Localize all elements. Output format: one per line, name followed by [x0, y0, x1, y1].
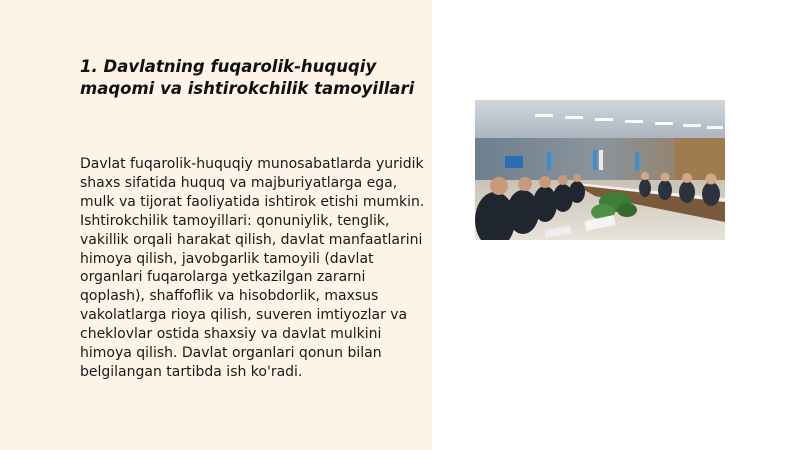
slide-title: 1. Davlatning fuqarolik-huquqiy maqomi va ishtirokchilik tamoyillari [80, 57, 415, 98]
slide-body-text: Davlat fuqarolik-huquqiy munosabatlarda yuridik shaxs sifatida huquq va majburiyatlarga ega, mulk va tijorat faoliyatida ishtirok etishi mumkin. Ishtirokchilik tamoyillari: qonuniylik, tenglik, vakillik orqali harakat qilish, davlat manfaatlarini himoya qilish, javobgarlik tamoyili (davlat organlari fuqarolarga yetkazilgan zararni qoplash), shaffoflik va hisobdorlik, maxsus vakolatlarga rioya qilish, suveren imtiyozlar va cheklovlar ostida shaxsiy va davlat mulkini himoya qilish. Davlat organlari qonun bilan belgilangan tartibda ish ko'radi. [80, 156, 425, 380]
conference-meeting-photo [475, 100, 725, 240]
